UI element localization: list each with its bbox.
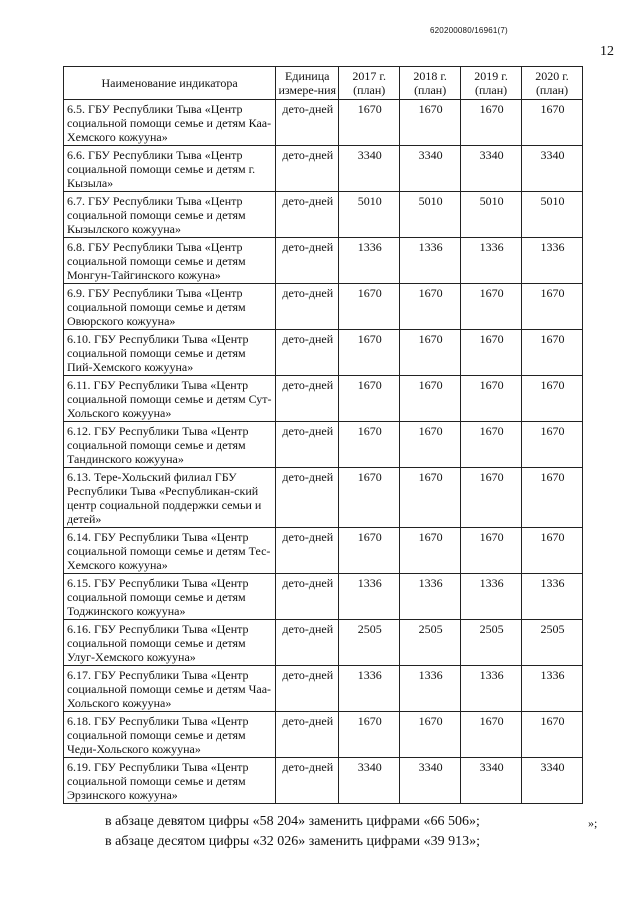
table-row	[64, 192, 583, 238]
value-cell: 1670	[461, 422, 522, 468]
header-year-2017: 2017 г. (план)	[339, 67, 400, 100]
indicator-name-cell: 6.15. ГБУ Республики Тыва «Центр социальной помощи семье и детям Тоджинского кожууна»	[64, 574, 276, 620]
value-cell: 1670	[400, 330, 461, 376]
indicator-name-cell: 6.9. ГБУ Республики Тыва «Центр социальной помощи семье и детям Овюрского кожууна»	[64, 284, 276, 330]
value-cell: 5010	[400, 192, 461, 238]
value-cell: 1670	[400, 100, 461, 146]
table-row	[64, 574, 583, 620]
table-row	[64, 528, 583, 574]
document-code: 620200080/16961(7)	[430, 26, 508, 35]
value-cell: 1336	[461, 238, 522, 284]
value-cell: 3340	[339, 758, 400, 804]
indicator-name-cell: 6.18. ГБУ Республики Тыва «Центр социальной помощи семье и детям Чеди-Хольского кожууна»	[64, 712, 276, 758]
unit-cell: дето-дней	[276, 422, 339, 468]
amendment-paragraph-9: в абзаце девятом цифры «58 204» заменить цифрами «66 506»;	[105, 814, 480, 829]
value-cell: 1670	[522, 330, 583, 376]
value-cell: 1670	[400, 422, 461, 468]
table-row	[64, 666, 583, 712]
value-cell: 3340	[461, 146, 522, 192]
value-cell: 2505	[522, 620, 583, 666]
value-cell: 1670	[461, 284, 522, 330]
value-cell: 1336	[400, 574, 461, 620]
value-cell: 1336	[400, 666, 461, 712]
header-year-2020: 2020 г. (план)	[522, 67, 583, 100]
value-cell: 1336	[339, 238, 400, 284]
indicator-name-cell: 6.11. ГБУ Республики Тыва «Центр социальной помощи семье и детям Сут-Хольского кожууна»	[64, 376, 276, 422]
unit-cell: дето-дней	[276, 376, 339, 422]
value-cell: 1670	[339, 712, 400, 758]
header-indicator-name: Наименование индикатора	[64, 67, 276, 100]
value-cell: 1670	[339, 376, 400, 422]
value-cell: 1670	[522, 528, 583, 574]
table-header-row	[64, 67, 583, 100]
value-cell: 5010	[461, 192, 522, 238]
value-cell: 1670	[461, 330, 522, 376]
indicator-name-cell: 6.17. ГБУ Республики Тыва «Центр социальной помощи семье и детям Чаа-Хольского кожууна»	[64, 666, 276, 712]
unit-cell: дето-дней	[276, 620, 339, 666]
value-cell: 5010	[522, 192, 583, 238]
indicator-name-cell: 6.16. ГБУ Республики Тыва «Центр социальной помощи семье и детям Улуг-Хемского кожууна»	[64, 620, 276, 666]
unit-cell: дето-дней	[276, 330, 339, 376]
value-cell: 3340	[522, 758, 583, 804]
value-cell: 1670	[400, 376, 461, 422]
table-row	[64, 100, 583, 146]
value-cell: 2505	[339, 620, 400, 666]
unit-cell: дето-дней	[276, 574, 339, 620]
value-cell: 1336	[522, 238, 583, 284]
unit-cell: дето-дней	[276, 528, 339, 574]
value-cell: 1670	[461, 712, 522, 758]
table-row	[64, 758, 583, 804]
value-cell: 1336	[522, 666, 583, 712]
value-cell: 5010	[339, 192, 400, 238]
table-body	[64, 100, 583, 804]
value-cell: 1670	[400, 528, 461, 574]
indicator-name-cell: 6.12. ГБУ Республики Тыва «Центр социальной помощи семье и детям Тандинского кожууна»	[64, 422, 276, 468]
value-cell: 1670	[400, 712, 461, 758]
table-row	[64, 422, 583, 468]
value-cell: 1670	[522, 712, 583, 758]
unit-cell: дето-дней	[276, 284, 339, 330]
value-cell: 1670	[339, 100, 400, 146]
value-cell: 1670	[339, 330, 400, 376]
indicator-name-cell: 6.7. ГБУ Республики Тыва «Центр социальной помощи семье и детям Кызылского кожууна»	[64, 192, 276, 238]
indicator-name-cell: 6.13. Тере-Хольский филиал ГБУ Республики Тыва «Республикан-ский центр социальной поддержки семьи и детей»	[64, 468, 276, 528]
value-cell: 1670	[522, 376, 583, 422]
value-cell: 3340	[522, 146, 583, 192]
value-cell: 1336	[339, 574, 400, 620]
amendment-paragraph-10: в абзаце десятом цифры «32 026» заменить цифрами «39 913»;	[105, 834, 481, 849]
value-cell: 1670	[522, 422, 583, 468]
value-cell: 1670	[461, 528, 522, 574]
unit-cell: дето-дней	[276, 666, 339, 712]
value-cell: 1336	[522, 574, 583, 620]
unit-cell: дето-дней	[276, 238, 339, 284]
header-unit: Единица измере-ния	[276, 67, 339, 100]
value-cell: 1670	[522, 100, 583, 146]
table-row	[64, 330, 583, 376]
value-cell: 1670	[339, 284, 400, 330]
table-row	[64, 238, 583, 284]
indicator-name-cell: 6.10. ГБУ Республики Тыва «Центр социальной помощи семье и детям Пий-Хемского кожууна»	[64, 330, 276, 376]
value-cell: 1336	[400, 238, 461, 284]
value-cell: 2505	[400, 620, 461, 666]
unit-cell: дето-дней	[276, 100, 339, 146]
value-cell: 1670	[461, 468, 522, 528]
value-cell: 1670	[461, 376, 522, 422]
value-cell: 1670	[522, 468, 583, 528]
table-row	[64, 376, 583, 422]
value-cell: 1670	[522, 284, 583, 330]
header-year-2018: 2018 г. (план)	[400, 67, 461, 100]
indicator-name-cell: 6.8. ГБУ Республики Тыва «Центр социальной помощи семье и детям Монгун-Тайгинского кожуна»	[64, 238, 276, 284]
indicator-table	[63, 66, 583, 804]
unit-cell: дето-дней	[276, 758, 339, 804]
table-row	[64, 620, 583, 666]
unit-cell: дето-дней	[276, 468, 339, 528]
header-year-2019: 2019 г. (план)	[461, 67, 522, 100]
value-cell: 1670	[339, 468, 400, 528]
unit-cell: дето-дней	[276, 712, 339, 758]
value-cell: 3340	[461, 758, 522, 804]
table-row	[64, 146, 583, 192]
indicator-name-cell: 6.6. ГБУ Республики Тыва «Центр социальной помощи семье и детям г. Кызыла»	[64, 146, 276, 192]
value-cell: 1670	[339, 422, 400, 468]
closing-quote: »;	[588, 816, 598, 830]
value-cell: 1336	[339, 666, 400, 712]
indicator-name-cell: 6.5. ГБУ Республики Тыва «Центр социальной помощи семье и детям Каа-Хемского кожууна»	[64, 100, 276, 146]
value-cell: 1670	[339, 528, 400, 574]
unit-cell: дето-дней	[276, 146, 339, 192]
value-cell: 3340	[400, 146, 461, 192]
value-cell: 2505	[461, 620, 522, 666]
table-row	[64, 468, 583, 528]
indicator-name-cell: 6.19. ГБУ Республики Тыва «Центр социальной помощи семье и детям Эрзинского кожууна»	[64, 758, 276, 804]
value-cell: 1336	[461, 574, 522, 620]
value-cell: 1670	[400, 284, 461, 330]
page-number: 12	[600, 44, 614, 59]
indicator-name-cell: 6.14. ГБУ Республики Тыва «Центр социальной помощи семье и детям Тес-Хемского кожууна»	[64, 528, 276, 574]
unit-cell: дето-дней	[276, 192, 339, 238]
value-cell: 1670	[461, 100, 522, 146]
table-row	[64, 712, 583, 758]
value-cell: 3340	[400, 758, 461, 804]
table-row	[64, 284, 583, 330]
value-cell: 1670	[400, 468, 461, 528]
value-cell: 3340	[339, 146, 400, 192]
value-cell: 1336	[461, 666, 522, 712]
